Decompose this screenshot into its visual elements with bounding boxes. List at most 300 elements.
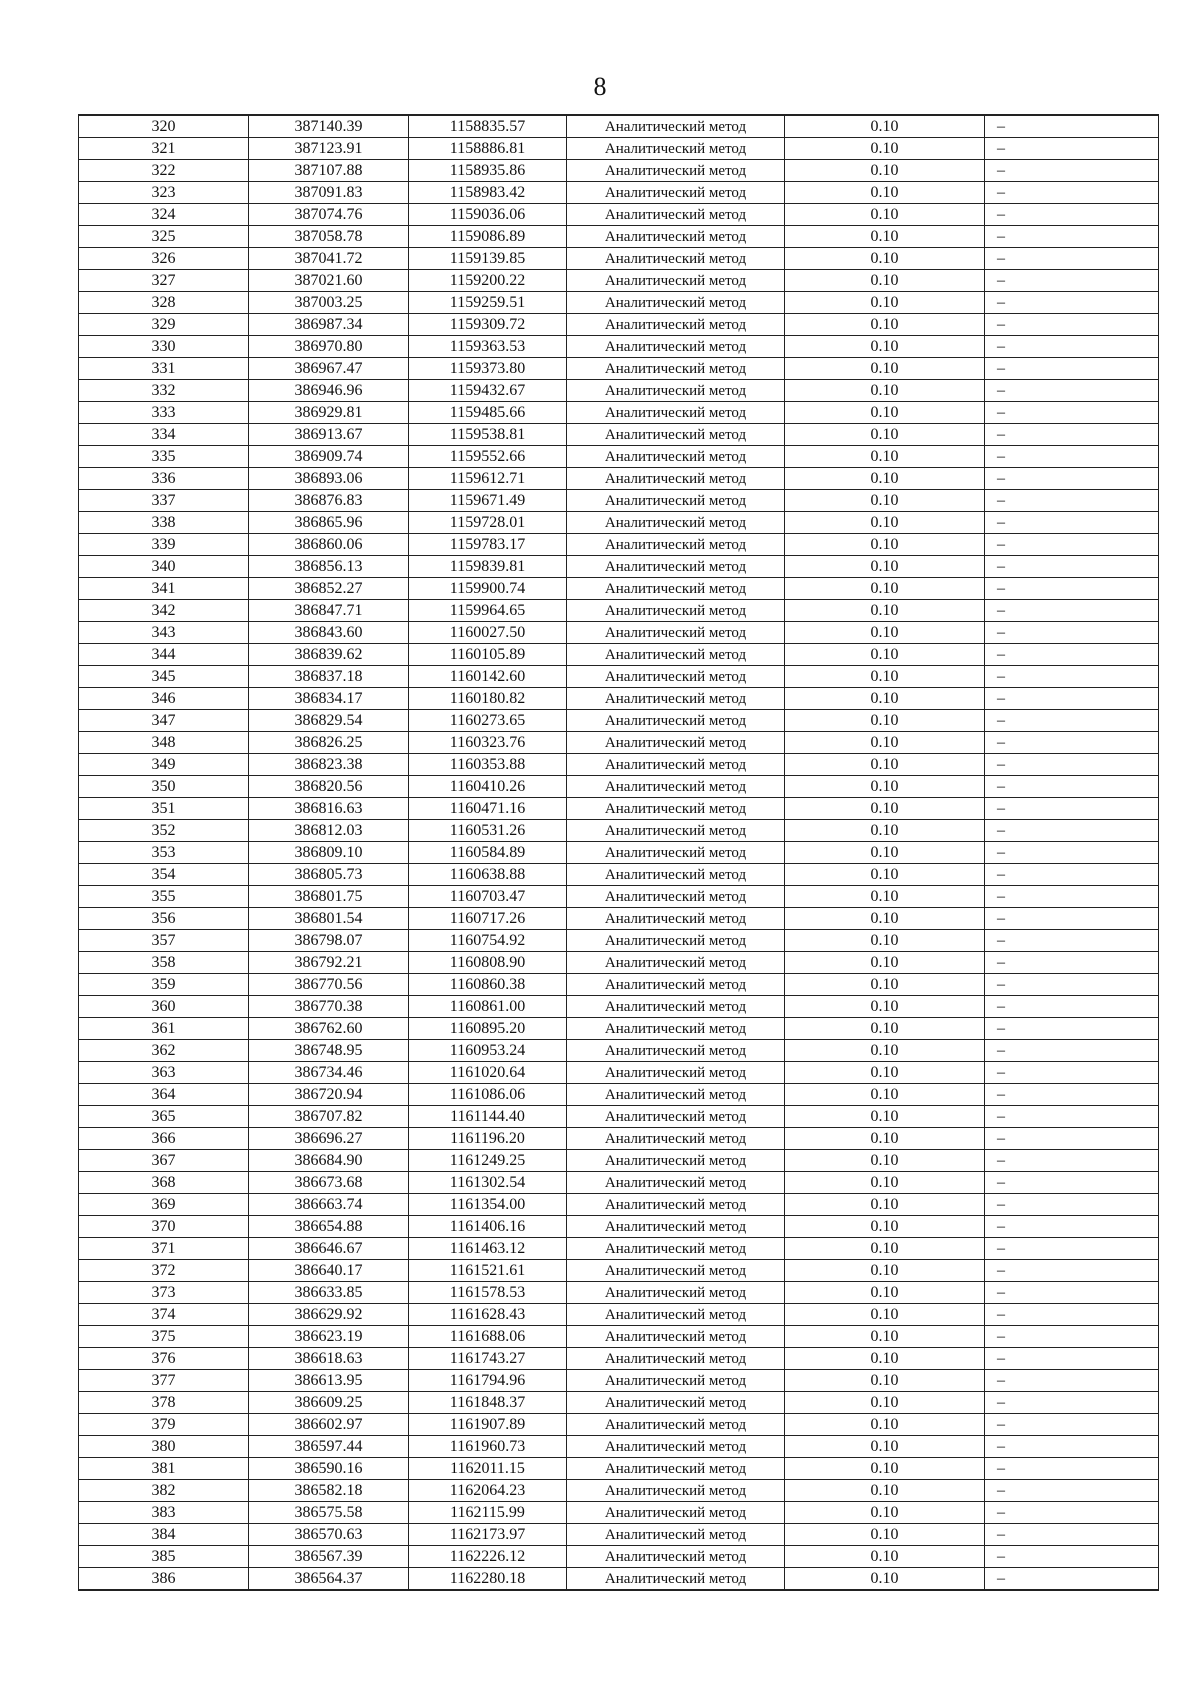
x-coordinate-cell: 386575.58 bbox=[249, 1502, 409, 1524]
point-number-cell: 364 bbox=[79, 1084, 249, 1106]
method-cell: Аналитический метод bbox=[567, 754, 785, 776]
dash-cell: – bbox=[985, 115, 1159, 138]
point-number-cell: 336 bbox=[79, 468, 249, 490]
x-coordinate-cell: 386770.56 bbox=[249, 974, 409, 996]
x-coordinate-cell: 386613.95 bbox=[249, 1370, 409, 1392]
x-coordinate-cell: 386654.88 bbox=[249, 1216, 409, 1238]
method-cell: Аналитический метод bbox=[567, 1040, 785, 1062]
point-number-cell: 344 bbox=[79, 644, 249, 666]
y-coordinate-cell: 1159363.53 bbox=[409, 336, 567, 358]
accuracy-cell: 0.10 bbox=[785, 1326, 985, 1348]
x-coordinate-cell: 386929.81 bbox=[249, 402, 409, 424]
dash-cell: – bbox=[985, 1326, 1159, 1348]
dash-cell: – bbox=[985, 1084, 1159, 1106]
y-coordinate-cell: 1162011.15 bbox=[409, 1458, 567, 1480]
x-coordinate-cell: 387021.60 bbox=[249, 270, 409, 292]
table-row bbox=[79, 1194, 1159, 1216]
accuracy-cell: 0.10 bbox=[785, 468, 985, 490]
point-number-cell: 338 bbox=[79, 512, 249, 534]
accuracy-cell: 0.10 bbox=[785, 424, 985, 446]
accuracy-cell: 0.10 bbox=[785, 622, 985, 644]
accuracy-cell: 0.10 bbox=[785, 1172, 985, 1194]
point-number-cell: 329 bbox=[79, 314, 249, 336]
dash-cell: – bbox=[985, 688, 1159, 710]
x-coordinate-cell: 386646.67 bbox=[249, 1238, 409, 1260]
table-row bbox=[79, 1238, 1159, 1260]
dash-cell: – bbox=[985, 1524, 1159, 1546]
x-coordinate-cell: 386684.90 bbox=[249, 1150, 409, 1172]
method-cell: Аналитический метод bbox=[567, 600, 785, 622]
x-coordinate-cell: 386792.21 bbox=[249, 952, 409, 974]
method-cell: Аналитический метод bbox=[567, 1326, 785, 1348]
dash-cell: – bbox=[985, 622, 1159, 644]
y-coordinate-cell: 1159086.89 bbox=[409, 226, 567, 248]
method-cell: Аналитический метод bbox=[567, 908, 785, 930]
dash-cell: – bbox=[985, 776, 1159, 798]
method-cell: Аналитический метод bbox=[567, 336, 785, 358]
accuracy-cell: 0.10 bbox=[785, 1414, 985, 1436]
accuracy-cell: 0.10 bbox=[785, 314, 985, 336]
table-row bbox=[79, 732, 1159, 754]
table-row bbox=[79, 864, 1159, 886]
accuracy-cell: 0.10 bbox=[785, 490, 985, 512]
dash-cell: – bbox=[985, 380, 1159, 402]
method-cell: Аналитический метод bbox=[567, 732, 785, 754]
point-number-cell: 363 bbox=[79, 1062, 249, 1084]
table-row bbox=[79, 204, 1159, 226]
method-cell: Аналитический метод bbox=[567, 1414, 785, 1436]
x-coordinate-cell: 386847.71 bbox=[249, 600, 409, 622]
table-row bbox=[79, 842, 1159, 864]
method-cell: Аналитический метод bbox=[567, 1480, 785, 1502]
accuracy-cell: 0.10 bbox=[785, 534, 985, 556]
y-coordinate-cell: 1161354.00 bbox=[409, 1194, 567, 1216]
accuracy-cell: 0.10 bbox=[785, 908, 985, 930]
coordinates-table-body bbox=[79, 115, 1159, 1590]
y-coordinate-cell: 1160353.88 bbox=[409, 754, 567, 776]
x-coordinate-cell: 386623.19 bbox=[249, 1326, 409, 1348]
method-cell: Аналитический метод bbox=[567, 490, 785, 512]
table-row bbox=[79, 1524, 1159, 1546]
table-row bbox=[79, 1370, 1159, 1392]
dash-cell: – bbox=[985, 1304, 1159, 1326]
point-number-cell: 328 bbox=[79, 292, 249, 314]
dash-cell: – bbox=[985, 314, 1159, 336]
table-row bbox=[79, 908, 1159, 930]
dash-cell: – bbox=[985, 1194, 1159, 1216]
point-number-cell: 343 bbox=[79, 622, 249, 644]
dash-cell: – bbox=[985, 754, 1159, 776]
y-coordinate-cell: 1161086.06 bbox=[409, 1084, 567, 1106]
method-cell: Аналитический метод bbox=[567, 974, 785, 996]
x-coordinate-cell: 386640.17 bbox=[249, 1260, 409, 1282]
point-number-cell: 368 bbox=[79, 1172, 249, 1194]
y-coordinate-cell: 1159373.80 bbox=[409, 358, 567, 380]
dash-cell: – bbox=[985, 1260, 1159, 1282]
table-row bbox=[79, 1436, 1159, 1458]
accuracy-cell: 0.10 bbox=[785, 160, 985, 182]
table-row bbox=[79, 380, 1159, 402]
accuracy-cell: 0.10 bbox=[785, 798, 985, 820]
point-number-cell: 371 bbox=[79, 1238, 249, 1260]
point-number-cell: 359 bbox=[79, 974, 249, 996]
method-cell: Аналитический метод bbox=[567, 864, 785, 886]
accuracy-cell: 0.10 bbox=[785, 996, 985, 1018]
y-coordinate-cell: 1162280.18 bbox=[409, 1568, 567, 1591]
point-number-cell: 373 bbox=[79, 1282, 249, 1304]
point-number-cell: 386 bbox=[79, 1568, 249, 1591]
point-number-cell: 349 bbox=[79, 754, 249, 776]
dash-cell: – bbox=[985, 1018, 1159, 1040]
x-coordinate-cell: 387041.72 bbox=[249, 248, 409, 270]
point-number-cell: 324 bbox=[79, 204, 249, 226]
method-cell: Аналитический метод bbox=[567, 1260, 785, 1282]
table-row bbox=[79, 248, 1159, 270]
y-coordinate-cell: 1161628.43 bbox=[409, 1304, 567, 1326]
method-cell: Аналитический метод bbox=[567, 1524, 785, 1546]
point-number-cell: 378 bbox=[79, 1392, 249, 1414]
table-row bbox=[79, 886, 1159, 908]
method-cell: Аналитический метод bbox=[567, 1348, 785, 1370]
x-coordinate-cell: 386633.85 bbox=[249, 1282, 409, 1304]
x-coordinate-cell: 386837.18 bbox=[249, 666, 409, 688]
method-cell: Аналитический метод bbox=[567, 138, 785, 160]
dash-cell: – bbox=[985, 1568, 1159, 1591]
table-row bbox=[79, 1304, 1159, 1326]
y-coordinate-cell: 1159200.22 bbox=[409, 270, 567, 292]
dash-cell: – bbox=[985, 908, 1159, 930]
table-row bbox=[79, 1172, 1159, 1194]
dash-cell: – bbox=[985, 1414, 1159, 1436]
point-number-cell: 356 bbox=[79, 908, 249, 930]
point-number-cell: 333 bbox=[79, 402, 249, 424]
table-row bbox=[79, 930, 1159, 952]
point-number-cell: 382 bbox=[79, 1480, 249, 1502]
method-cell: Аналитический метод bbox=[567, 1304, 785, 1326]
x-coordinate-cell: 386893.06 bbox=[249, 468, 409, 490]
y-coordinate-cell: 1159139.85 bbox=[409, 248, 567, 270]
y-coordinate-cell: 1160180.82 bbox=[409, 688, 567, 710]
accuracy-cell: 0.10 bbox=[785, 270, 985, 292]
x-coordinate-cell: 386823.38 bbox=[249, 754, 409, 776]
table-row bbox=[79, 490, 1159, 512]
dash-cell: – bbox=[985, 578, 1159, 600]
y-coordinate-cell: 1160754.92 bbox=[409, 930, 567, 952]
point-number-cell: 369 bbox=[79, 1194, 249, 1216]
dash-cell: – bbox=[985, 864, 1159, 886]
x-coordinate-cell: 386582.18 bbox=[249, 1480, 409, 1502]
method-cell: Аналитический метод bbox=[567, 1128, 785, 1150]
y-coordinate-cell: 1159432.67 bbox=[409, 380, 567, 402]
y-coordinate-cell: 1159538.81 bbox=[409, 424, 567, 446]
accuracy-cell: 0.10 bbox=[785, 446, 985, 468]
y-coordinate-cell: 1160027.50 bbox=[409, 622, 567, 644]
dash-cell: – bbox=[985, 160, 1159, 182]
accuracy-cell: 0.10 bbox=[785, 402, 985, 424]
accuracy-cell: 0.10 bbox=[785, 1436, 985, 1458]
point-number-cell: 326 bbox=[79, 248, 249, 270]
dash-cell: – bbox=[985, 1216, 1159, 1238]
x-coordinate-cell: 386834.17 bbox=[249, 688, 409, 710]
method-cell: Аналитический метод bbox=[567, 1172, 785, 1194]
dash-cell: – bbox=[985, 1370, 1159, 1392]
table-row bbox=[79, 1062, 1159, 1084]
table-row bbox=[79, 710, 1159, 732]
table-row bbox=[79, 688, 1159, 710]
dash-cell: – bbox=[985, 358, 1159, 380]
y-coordinate-cell: 1160717.26 bbox=[409, 908, 567, 930]
point-number-cell: 365 bbox=[79, 1106, 249, 1128]
y-coordinate-cell: 1160471.16 bbox=[409, 798, 567, 820]
y-coordinate-cell: 1161144.40 bbox=[409, 1106, 567, 1128]
y-coordinate-cell: 1161020.64 bbox=[409, 1062, 567, 1084]
x-coordinate-cell: 387074.76 bbox=[249, 204, 409, 226]
dash-cell: – bbox=[985, 974, 1159, 996]
accuracy-cell: 0.10 bbox=[785, 776, 985, 798]
y-coordinate-cell: 1162173.97 bbox=[409, 1524, 567, 1546]
method-cell: Аналитический метод bbox=[567, 798, 785, 820]
table-row bbox=[79, 1018, 1159, 1040]
method-cell: Аналитический метод bbox=[567, 226, 785, 248]
method-cell: Аналитический метод bbox=[567, 644, 785, 666]
y-coordinate-cell: 1158886.81 bbox=[409, 138, 567, 160]
dash-cell: – bbox=[985, 820, 1159, 842]
point-number-cell: 325 bbox=[79, 226, 249, 248]
dash-cell: – bbox=[985, 1480, 1159, 1502]
y-coordinate-cell: 1160703.47 bbox=[409, 886, 567, 908]
dash-cell: – bbox=[985, 468, 1159, 490]
y-coordinate-cell: 1160410.26 bbox=[409, 776, 567, 798]
method-cell: Аналитический метод bbox=[567, 578, 785, 600]
method-cell: Аналитический метод bbox=[567, 182, 785, 204]
accuracy-cell: 0.10 bbox=[785, 1150, 985, 1172]
method-cell: Аналитический метод bbox=[567, 996, 785, 1018]
accuracy-cell: 0.10 bbox=[785, 1480, 985, 1502]
point-number-cell: 372 bbox=[79, 1260, 249, 1282]
point-number-cell: 348 bbox=[79, 732, 249, 754]
y-coordinate-cell: 1158983.42 bbox=[409, 182, 567, 204]
method-cell: Аналитический метод bbox=[567, 1436, 785, 1458]
y-coordinate-cell: 1161302.54 bbox=[409, 1172, 567, 1194]
y-coordinate-cell: 1161688.06 bbox=[409, 1326, 567, 1348]
accuracy-cell: 0.10 bbox=[785, 864, 985, 886]
x-coordinate-cell: 387123.91 bbox=[249, 138, 409, 160]
table-row bbox=[79, 1502, 1159, 1524]
method-cell: Аналитический метод bbox=[567, 1150, 785, 1172]
dash-cell: – bbox=[985, 1128, 1159, 1150]
method-cell: Аналитический метод bbox=[567, 1018, 785, 1040]
table-row bbox=[79, 952, 1159, 974]
y-coordinate-cell: 1161196.20 bbox=[409, 1128, 567, 1150]
x-coordinate-cell: 386609.25 bbox=[249, 1392, 409, 1414]
accuracy-cell: 0.10 bbox=[785, 138, 985, 160]
x-coordinate-cell: 386707.82 bbox=[249, 1106, 409, 1128]
y-coordinate-cell: 1160142.60 bbox=[409, 666, 567, 688]
accuracy-cell: 0.10 bbox=[785, 930, 985, 952]
dash-cell: – bbox=[985, 182, 1159, 204]
table-row bbox=[79, 622, 1159, 644]
point-number-cell: 383 bbox=[79, 1502, 249, 1524]
y-coordinate-cell: 1160861.00 bbox=[409, 996, 567, 1018]
method-cell: Аналитический метод bbox=[567, 512, 785, 534]
y-coordinate-cell: 1159309.72 bbox=[409, 314, 567, 336]
method-cell: Аналитический метод bbox=[567, 115, 785, 138]
point-number-cell: 339 bbox=[79, 534, 249, 556]
method-cell: Аналитический метод bbox=[567, 952, 785, 974]
method-cell: Аналитический метод bbox=[567, 930, 785, 952]
table-row bbox=[79, 292, 1159, 314]
accuracy-cell: 0.10 bbox=[785, 358, 985, 380]
table-row bbox=[79, 1150, 1159, 1172]
point-number-cell: 322 bbox=[79, 160, 249, 182]
y-coordinate-cell: 1160273.65 bbox=[409, 710, 567, 732]
table-row bbox=[79, 776, 1159, 798]
dash-cell: – bbox=[985, 402, 1159, 424]
x-coordinate-cell: 386865.96 bbox=[249, 512, 409, 534]
point-number-cell: 355 bbox=[79, 886, 249, 908]
dash-cell: – bbox=[985, 710, 1159, 732]
accuracy-cell: 0.10 bbox=[785, 886, 985, 908]
dash-cell: – bbox=[985, 1040, 1159, 1062]
x-coordinate-cell: 386970.80 bbox=[249, 336, 409, 358]
method-cell: Аналитический метод bbox=[567, 1370, 785, 1392]
dash-cell: – bbox=[985, 248, 1159, 270]
table-row bbox=[79, 138, 1159, 160]
table-row bbox=[79, 1216, 1159, 1238]
y-coordinate-cell: 1159485.66 bbox=[409, 402, 567, 424]
table-row bbox=[79, 115, 1159, 138]
x-coordinate-cell: 386913.67 bbox=[249, 424, 409, 446]
accuracy-cell: 0.10 bbox=[785, 1524, 985, 1546]
point-number-cell: 323 bbox=[79, 182, 249, 204]
accuracy-cell: 0.10 bbox=[785, 1018, 985, 1040]
accuracy-cell: 0.10 bbox=[785, 556, 985, 578]
method-cell: Аналитический метод bbox=[567, 468, 785, 490]
dash-cell: – bbox=[985, 666, 1159, 688]
point-number-cell: 347 bbox=[79, 710, 249, 732]
y-coordinate-cell: 1160860.38 bbox=[409, 974, 567, 996]
table-row bbox=[79, 1392, 1159, 1414]
accuracy-cell: 0.10 bbox=[785, 600, 985, 622]
accuracy-cell: 0.10 bbox=[785, 710, 985, 732]
y-coordinate-cell: 1159900.74 bbox=[409, 578, 567, 600]
method-cell: Аналитический метод bbox=[567, 556, 785, 578]
table-row bbox=[79, 270, 1159, 292]
table-row bbox=[79, 556, 1159, 578]
point-number-cell: 367 bbox=[79, 1150, 249, 1172]
x-coordinate-cell: 386826.25 bbox=[249, 732, 409, 754]
accuracy-cell: 0.10 bbox=[785, 952, 985, 974]
method-cell: Аналитический метод bbox=[567, 204, 785, 226]
point-number-cell: 345 bbox=[79, 666, 249, 688]
point-number-cell: 366 bbox=[79, 1128, 249, 1150]
table-row bbox=[79, 160, 1159, 182]
accuracy-cell: 0.10 bbox=[785, 512, 985, 534]
method-cell: Аналитический метод bbox=[567, 1502, 785, 1524]
point-number-cell: 381 bbox=[79, 1458, 249, 1480]
method-cell: Аналитический метод bbox=[567, 160, 785, 182]
y-coordinate-cell: 1162115.99 bbox=[409, 1502, 567, 1524]
method-cell: Аналитический метод bbox=[567, 248, 785, 270]
y-coordinate-cell: 1161406.16 bbox=[409, 1216, 567, 1238]
accuracy-cell: 0.10 bbox=[785, 1282, 985, 1304]
table-row bbox=[79, 446, 1159, 468]
accuracy-cell: 0.10 bbox=[785, 1304, 985, 1326]
accuracy-cell: 0.10 bbox=[785, 732, 985, 754]
dash-cell: – bbox=[985, 490, 1159, 512]
accuracy-cell: 0.10 bbox=[785, 1194, 985, 1216]
point-number-cell: 374 bbox=[79, 1304, 249, 1326]
y-coordinate-cell: 1159552.66 bbox=[409, 446, 567, 468]
table-row bbox=[79, 358, 1159, 380]
dash-cell: – bbox=[985, 1502, 1159, 1524]
method-cell: Аналитический метод bbox=[567, 688, 785, 710]
accuracy-cell: 0.10 bbox=[785, 182, 985, 204]
dash-cell: – bbox=[985, 226, 1159, 248]
x-coordinate-cell: 386673.68 bbox=[249, 1172, 409, 1194]
y-coordinate-cell: 1160808.90 bbox=[409, 952, 567, 974]
accuracy-cell: 0.10 bbox=[785, 380, 985, 402]
accuracy-cell: 0.10 bbox=[785, 226, 985, 248]
y-coordinate-cell: 1161960.73 bbox=[409, 1436, 567, 1458]
table-row bbox=[79, 1106, 1159, 1128]
point-number-cell: 357 bbox=[79, 930, 249, 952]
method-cell: Аналитический метод bbox=[567, 1282, 785, 1304]
y-coordinate-cell: 1159259.51 bbox=[409, 292, 567, 314]
accuracy-cell: 0.10 bbox=[785, 688, 985, 710]
x-coordinate-cell: 386860.06 bbox=[249, 534, 409, 556]
accuracy-cell: 0.10 bbox=[785, 1128, 985, 1150]
x-coordinate-cell: 386597.44 bbox=[249, 1436, 409, 1458]
y-coordinate-cell: 1160953.24 bbox=[409, 1040, 567, 1062]
y-coordinate-cell: 1159036.06 bbox=[409, 204, 567, 226]
accuracy-cell: 0.10 bbox=[785, 115, 985, 138]
table-row bbox=[79, 820, 1159, 842]
point-number-cell: 337 bbox=[79, 490, 249, 512]
accuracy-cell: 0.10 bbox=[785, 644, 985, 666]
y-coordinate-cell: 1159612.71 bbox=[409, 468, 567, 490]
x-coordinate-cell: 386801.54 bbox=[249, 908, 409, 930]
point-number-cell: 352 bbox=[79, 820, 249, 842]
x-coordinate-cell: 387058.78 bbox=[249, 226, 409, 248]
y-coordinate-cell: 1160638.88 bbox=[409, 864, 567, 886]
accuracy-cell: 0.10 bbox=[785, 1568, 985, 1591]
y-coordinate-cell: 1158935.86 bbox=[409, 160, 567, 182]
dash-cell: – bbox=[985, 1436, 1159, 1458]
dash-cell: – bbox=[985, 336, 1159, 358]
coordinates-table bbox=[78, 114, 1159, 1591]
x-coordinate-cell: 386720.94 bbox=[249, 1084, 409, 1106]
x-coordinate-cell: 386629.92 bbox=[249, 1304, 409, 1326]
method-cell: Аналитический метод bbox=[567, 1084, 785, 1106]
table-row bbox=[79, 336, 1159, 358]
x-coordinate-cell: 386801.75 bbox=[249, 886, 409, 908]
table-row bbox=[79, 1480, 1159, 1502]
point-number-cell: 370 bbox=[79, 1216, 249, 1238]
y-coordinate-cell: 1160105.89 bbox=[409, 644, 567, 666]
point-number-cell: 342 bbox=[79, 600, 249, 622]
method-cell: Аналитический метод bbox=[567, 820, 785, 842]
accuracy-cell: 0.10 bbox=[785, 842, 985, 864]
method-cell: Аналитический метод bbox=[567, 380, 785, 402]
dash-cell: – bbox=[985, 1238, 1159, 1260]
y-coordinate-cell: 1160323.76 bbox=[409, 732, 567, 754]
method-cell: Аналитический метод bbox=[567, 534, 785, 556]
y-coordinate-cell: 1159783.17 bbox=[409, 534, 567, 556]
method-cell: Аналитический метод bbox=[567, 1568, 785, 1591]
y-coordinate-cell: 1159671.49 bbox=[409, 490, 567, 512]
x-coordinate-cell: 386590.16 bbox=[249, 1458, 409, 1480]
